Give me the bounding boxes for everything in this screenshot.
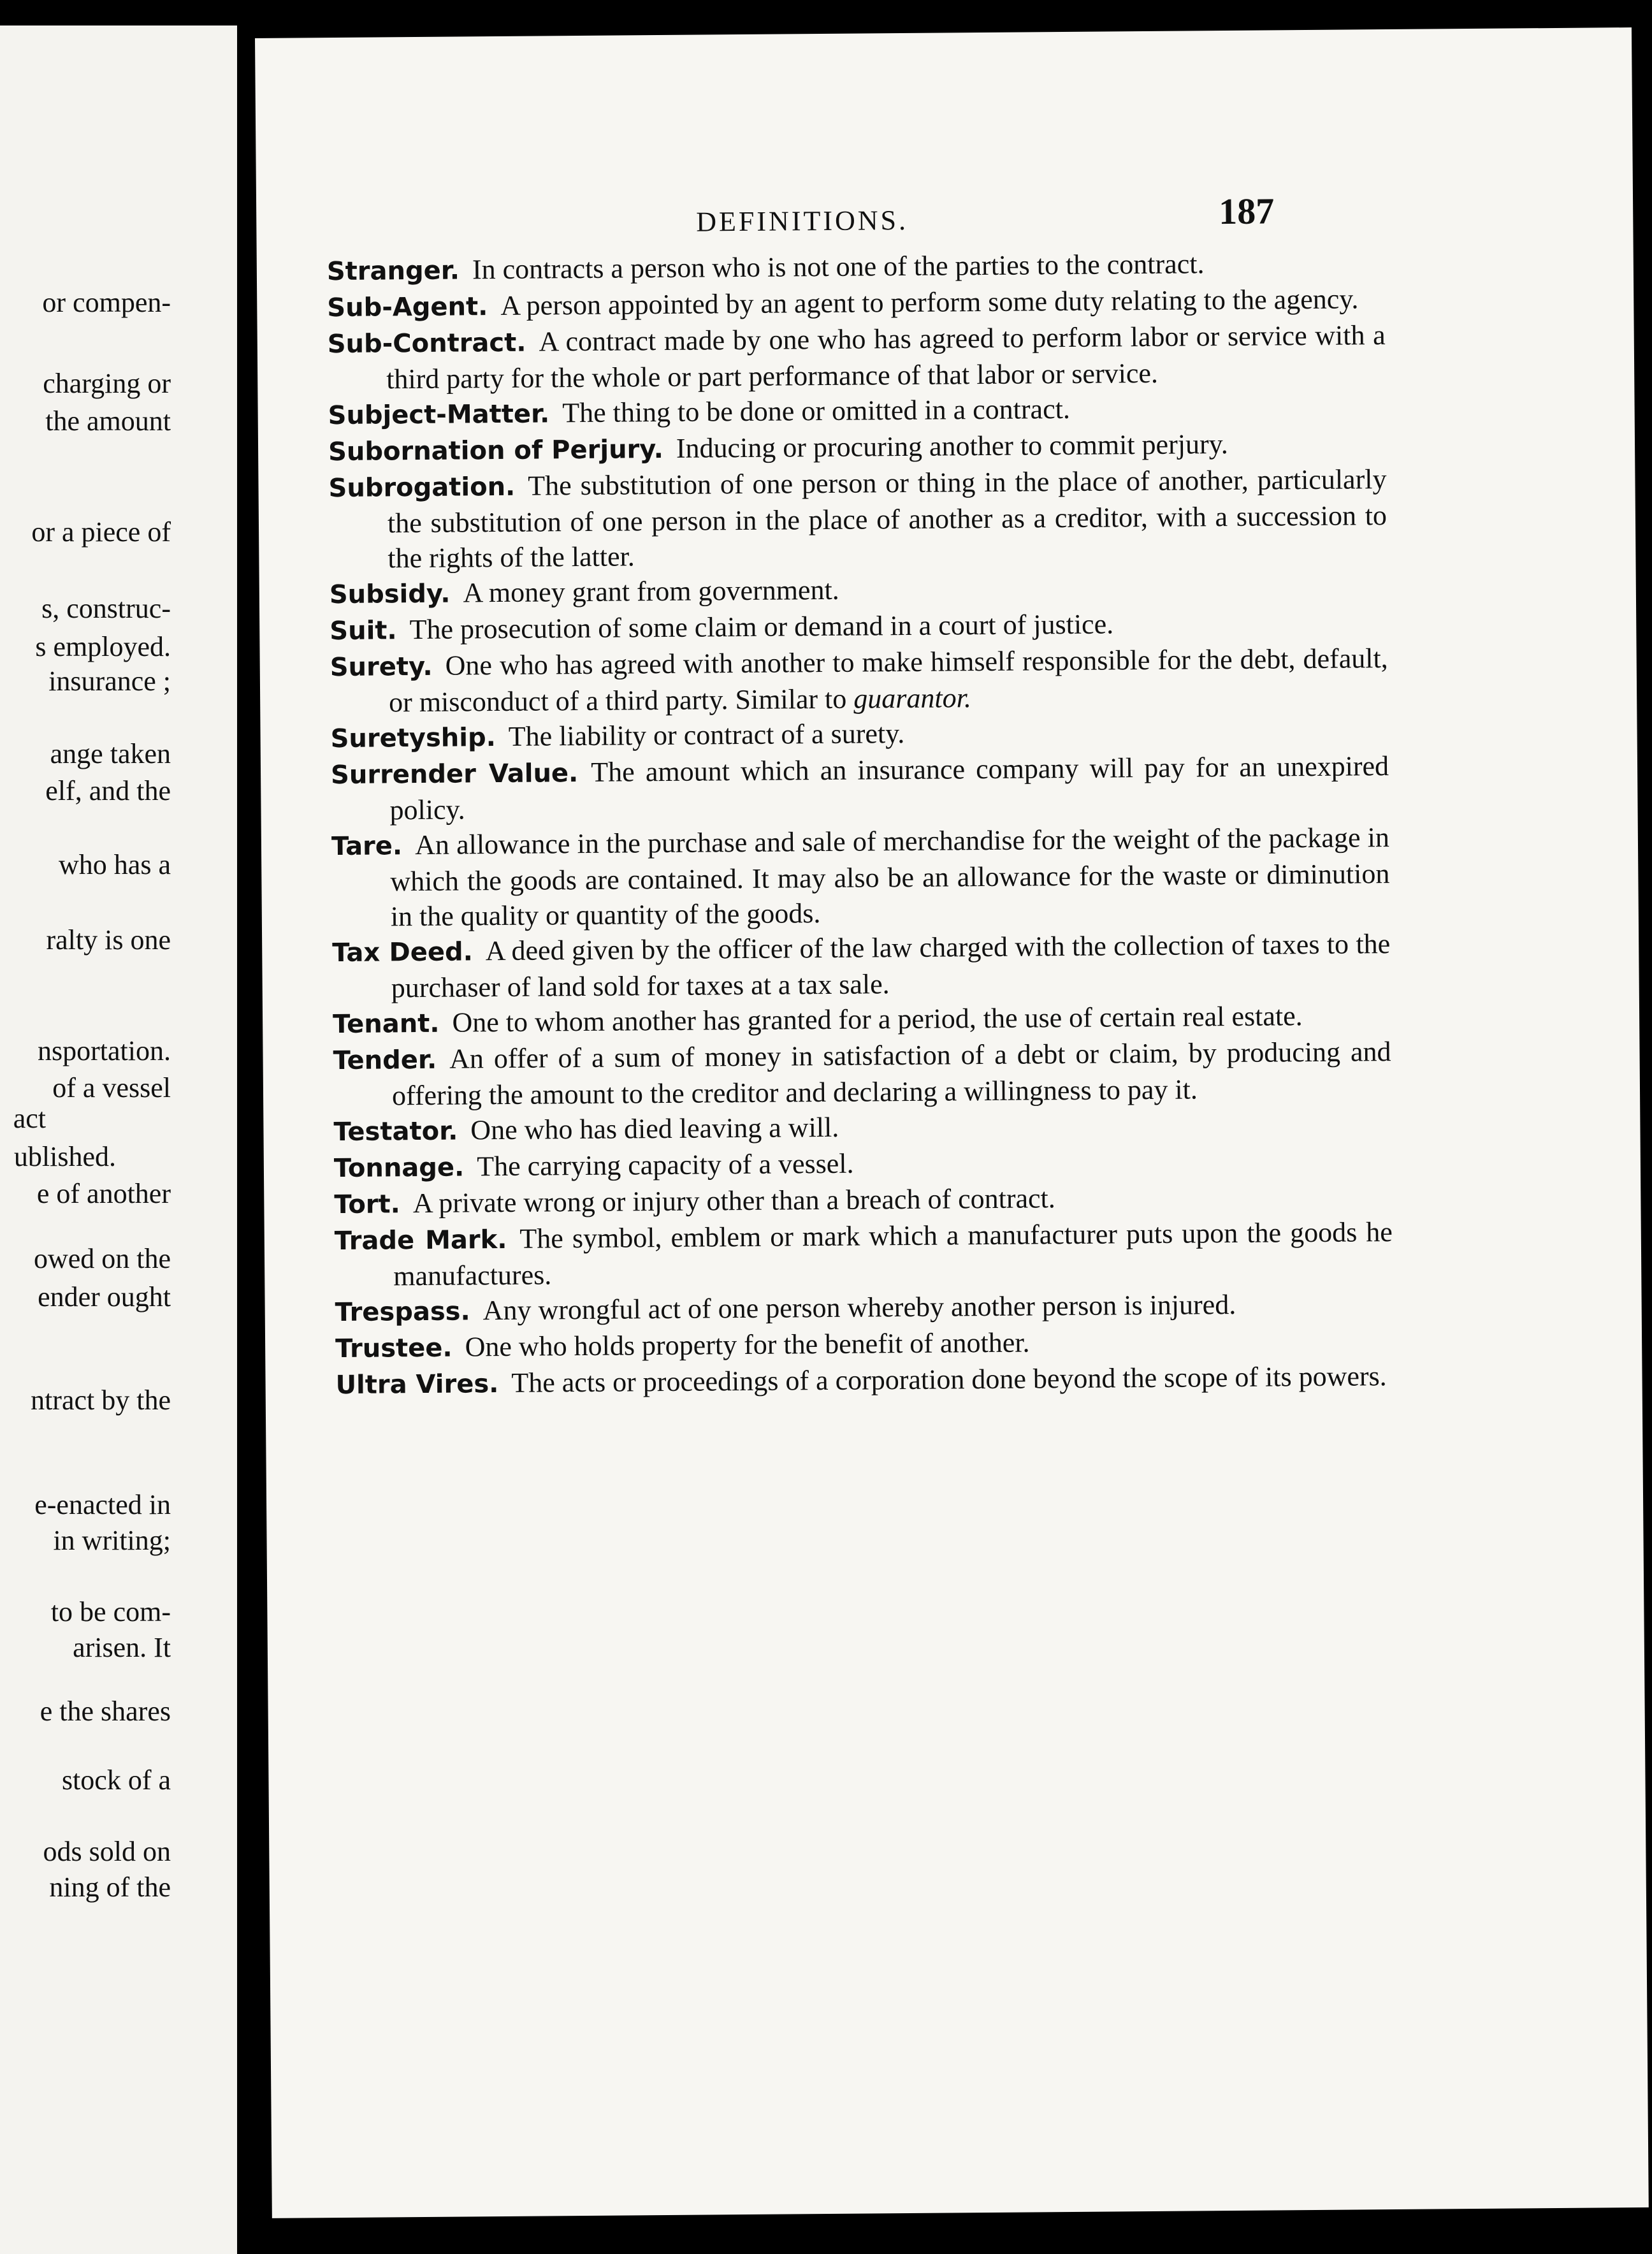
definition-term: Suretyship. bbox=[330, 723, 496, 754]
definition-term: Tonnage. bbox=[333, 1152, 465, 1184]
definition-entry bbox=[335, 1358, 1393, 1403]
left-page-line: s employed. bbox=[35, 631, 171, 662]
definition-entry bbox=[333, 1034, 1391, 1114]
definition-text: A contract made by one who has agreed to perform labor or service with a third party for the whole or part performance of that labor or service. bbox=[386, 319, 1386, 395]
definition-text: Inducing or procuring another to commit perjury. bbox=[676, 428, 1228, 464]
definition-text: The thing to be done or omitted in a contract. bbox=[562, 393, 1071, 429]
left-page-line: ods sold on bbox=[43, 1836, 171, 1867]
definitions-list bbox=[327, 245, 1394, 1403]
left-page-line: elf, and the bbox=[45, 775, 171, 806]
right-page bbox=[255, 27, 1649, 2218]
definition-term: Stranger. bbox=[326, 256, 460, 287]
definition-term: Tenant. bbox=[332, 1008, 440, 1040]
definition-text: The symbol, emblem or mark which a manufacturer puts upon the goods he manufactures. bbox=[393, 1216, 1393, 1292]
left-page-line: e of another bbox=[36, 1178, 171, 1209]
definition-text: The amount which an insurance company will pay for an unexpired policy. bbox=[389, 750, 1389, 826]
left-page-line: stock of a bbox=[61, 1764, 171, 1796]
left-page-line: e-enacted in bbox=[34, 1489, 171, 1520]
definition-term: Trespass. bbox=[335, 1297, 470, 1328]
definition-term: Subsidy. bbox=[329, 579, 451, 610]
left-page-line: e the shares bbox=[40, 1696, 171, 1727]
left-page-line: nsportation. bbox=[38, 1035, 171, 1066]
definition-term: Trade Mark. bbox=[334, 1225, 507, 1256]
definition-term: Tort. bbox=[334, 1189, 401, 1220]
definition-term: Tax Deed. bbox=[332, 937, 473, 968]
definition-text: The carrying capacity of a vessel. bbox=[477, 1147, 854, 1182]
definition-text: An allowance in the purchase and sale of merchandise for the weight of the package in which the goods are contained. It may also be an allowance for the waste or diminution in the quality or quantity of the goods. bbox=[390, 822, 1390, 933]
left-page-line: or a piece of bbox=[31, 516, 171, 548]
definition-term: Surety. bbox=[330, 651, 433, 683]
definition-text: One to whom another has granted for a period, the use of certain real estate. bbox=[452, 1000, 1303, 1038]
definition-entry bbox=[331, 748, 1389, 828]
definition-text: A person appointed by an agent to perform some duty relating to the agency. bbox=[500, 283, 1359, 321]
left-page-line: ning of the bbox=[49, 1872, 171, 1903]
definition-entry bbox=[328, 317, 1386, 397]
definition-term: Suit. bbox=[330, 616, 397, 646]
left-page-line: charging or bbox=[43, 368, 171, 399]
definition-term: Tender. bbox=[333, 1045, 437, 1076]
left-page-line: s, construc- bbox=[41, 593, 171, 624]
left-page-line: ange taken bbox=[50, 738, 171, 769]
definition-term: Sub-Agent. bbox=[327, 292, 488, 323]
definition-entry bbox=[328, 462, 1387, 576]
left-page-line: ender ought bbox=[38, 1281, 171, 1312]
definition-text: In contracts a person who is not one of the parties to the contract. bbox=[472, 248, 1205, 286]
definition-text: One who has died leaving a will. bbox=[470, 1111, 839, 1146]
definition-entry bbox=[332, 926, 1391, 1006]
definition-term: Ultra Vires. bbox=[335, 1369, 499, 1400]
definition-text: A money grant from government. bbox=[463, 574, 839, 609]
definition-text: An offer of a sum of money in satisfaction of a debt or claim, by producing and offering the amount to the creditor and declaring a willingness to pay it. bbox=[391, 1036, 1391, 1112]
definition-term: Trustee. bbox=[335, 1333, 453, 1364]
definition-term: Sub-Contract. bbox=[327, 328, 526, 360]
left-page-line: act bbox=[13, 1103, 46, 1134]
definition-text: The prosecution of some claim or demand in a court of justice. bbox=[409, 608, 1114, 646]
left-page-line: to be com- bbox=[50, 1596, 171, 1627]
left-page-line: of a vessel bbox=[52, 1072, 171, 1103]
running-head: DEFINITIONS. bbox=[696, 204, 909, 238]
definition-term: Subject-Matter. bbox=[328, 399, 550, 431]
left-page-line: ublished. bbox=[13, 1141, 116, 1172]
left-page-line: the amount bbox=[45, 405, 171, 437]
left-page-line: insurance ; bbox=[48, 665, 171, 697]
left-page-fragment bbox=[0, 25, 237, 2254]
definition-text: One who has agreed with another to make himself responsible for the debt, default, or misconduct of a third party. Similar to bbox=[388, 643, 1388, 718]
definition-term: Subrogation. bbox=[328, 472, 516, 504]
left-page-line: in writing; bbox=[53, 1525, 171, 1556]
definition-entry bbox=[335, 1214, 1393, 1294]
definition-text: One who holds property for the benefit of another. bbox=[465, 1327, 1030, 1363]
left-page-line: or compen- bbox=[42, 287, 171, 318]
page-number: 187 bbox=[1218, 190, 1275, 233]
definition-text: A private wrong or injury other than a breach of contract. bbox=[412, 1182, 1055, 1219]
definition-text: The acts or proceedings of a corporation done beyond the scope of its powers. bbox=[511, 1360, 1387, 1399]
definition-term: Surrender Value. bbox=[330, 759, 579, 790]
definition-term: Testator. bbox=[333, 1116, 458, 1147]
definition-term: Subornation of Perjury. bbox=[328, 434, 664, 467]
definition-term: Tare. bbox=[331, 831, 403, 862]
left-page-line: who has a bbox=[59, 849, 171, 880]
definition-entry bbox=[330, 641, 1389, 720]
definition-entry bbox=[331, 820, 1390, 934]
definition-text: The liability or contract of a surety. bbox=[508, 718, 905, 752]
definition-text: A deed given by the officer of the law charged with the collection of taxes to the purchaser of land sold for taxes at a tax sale. bbox=[391, 928, 1391, 1004]
left-page-line: ntract by the bbox=[31, 1385, 171, 1416]
left-page-line: arisen. It bbox=[73, 1632, 171, 1663]
definition-italic-term: guarantor. bbox=[853, 682, 972, 715]
left-page-line: owed on the bbox=[33, 1243, 171, 1274]
definition-text: Any wrongful act of one person whereby another person is injured. bbox=[482, 1288, 1236, 1327]
definition-text: The substitution of one person or thing in the place of another, particularly the substitution of one person in the place of another as a creditor, with a succession to the rights of the latter. bbox=[387, 463, 1388, 574]
left-page-line: ralty is one bbox=[46, 924, 171, 956]
